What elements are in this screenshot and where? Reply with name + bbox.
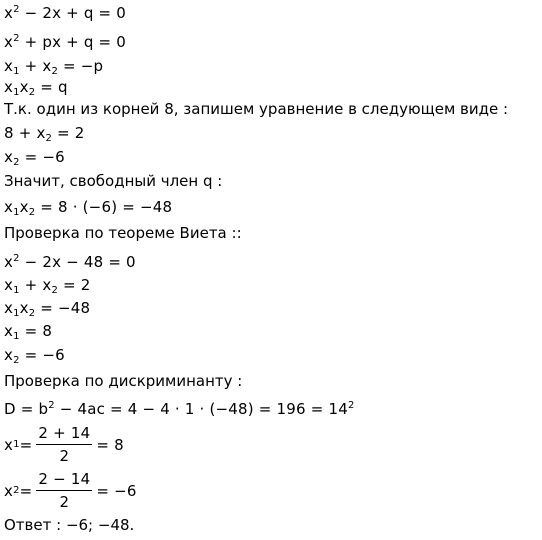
eq-text: = −48 [35,299,91,317]
eq-text: − 2x + q = 0 [19,4,127,22]
exponent: 2 [13,253,20,264]
eq-text: x [4,299,14,317]
fraction [36,424,92,465]
eq-text: x [4,78,14,96]
eq-text: x [4,198,14,216]
eq-text: = 8 · (−6) = −48 [35,198,173,216]
eq-text: = −6 [19,148,65,166]
subscript: 1 [13,66,20,77]
root-x1-formula: x 1 = $\frac{2 + 14}{2}$ = 8 [4,424,124,465]
eq-text: = 8 [19,322,53,340]
eq-text: x [4,322,14,340]
fraction-denominator: 2 [59,447,70,465]
subscript: 2 [45,133,53,144]
eq-text: − 2x − 48 = 0 [19,253,136,271]
eq-text: = [19,481,33,500]
eq-text: x [19,78,29,96]
check-sum [4,276,90,294]
discriminant-equation [4,400,355,418]
exponent: 2 [48,400,55,411]
result-x2 [4,148,65,166]
eq-text: x [4,435,14,454]
eq-text: = −6 [19,346,65,364]
subscript: 2 [13,157,20,168]
subscript: 2 [28,87,36,98]
fraction [36,470,92,511]
eq-text: x [4,346,14,364]
eq-text: + x [19,276,52,294]
eq-text: − 4ac = 4 − 4 · 1 · (−48) = 196 = 14 [54,400,348,418]
exponent: 2 [347,400,355,411]
subscript: 1 [13,87,20,98]
equation-sum-with-root [4,124,85,142]
eq-text: = 2 [58,276,91,294]
eq-text: = 2 [52,124,85,142]
eq-text: x [19,299,29,317]
equation-final [4,253,136,271]
eq-text: x [4,4,14,22]
eq-text: x [4,253,14,271]
eq-text: x [4,33,14,51]
subscript: 1 [13,207,20,218]
exponent: 2 [13,4,20,15]
root-x1 [4,322,52,340]
subscript: 2 [28,308,36,319]
text-discriminant-check: Проверка по дискриминанту : [4,372,243,390]
equation-general [4,33,126,51]
eq-text: x [4,481,14,500]
eq-text: + px + q = 0 [19,33,127,51]
eq-text: x [4,57,14,75]
eq-text: = [19,435,33,454]
equation-product-q [4,198,172,216]
subscript: 2 [13,355,20,366]
fraction-denominator: 2 [59,493,70,511]
eq-text: x [4,276,14,294]
root-x2-formula: x 2 = $\frac{2 - 14}{2}$ = −6 [4,470,137,511]
text-root-note: Т.к. один из корней 8, запишем уравнение в следующем виде : [4,100,509,118]
subscript: 1 [13,331,20,342]
vieta-sum [4,57,103,75]
eq-text: = −6 [96,481,137,500]
eq-text: = 8 [96,435,124,454]
text-free-term: Значит, свободный член q : [4,172,223,190]
answer-line: Ответ : −6; −48. [4,516,135,534]
eq-text: 8 + x [4,124,46,142]
eq-text: x [4,148,14,166]
eq-text: = −p [58,57,104,75]
eq-text: x [19,198,29,216]
fraction-numerator: 2 − 14 [38,470,91,488]
subscript: 2 [28,207,36,218]
fraction-numerator: 2 + 14 [38,424,91,442]
eq-text: D = b [4,400,49,418]
equation-original [4,4,126,22]
exponent: 2 [13,33,20,44]
subscript: 1 [13,308,20,319]
eq-text: = q [35,78,68,96]
root-x2 [4,346,65,364]
vieta-product [4,78,68,96]
check-product [4,299,90,317]
subscript: 2 [51,285,58,296]
subscript: 1 [13,285,20,296]
eq-text: + x [19,57,52,75]
subscript: 2 [51,66,58,77]
text-vieta-check: Проверка по теореме Виета :: [4,224,242,242]
